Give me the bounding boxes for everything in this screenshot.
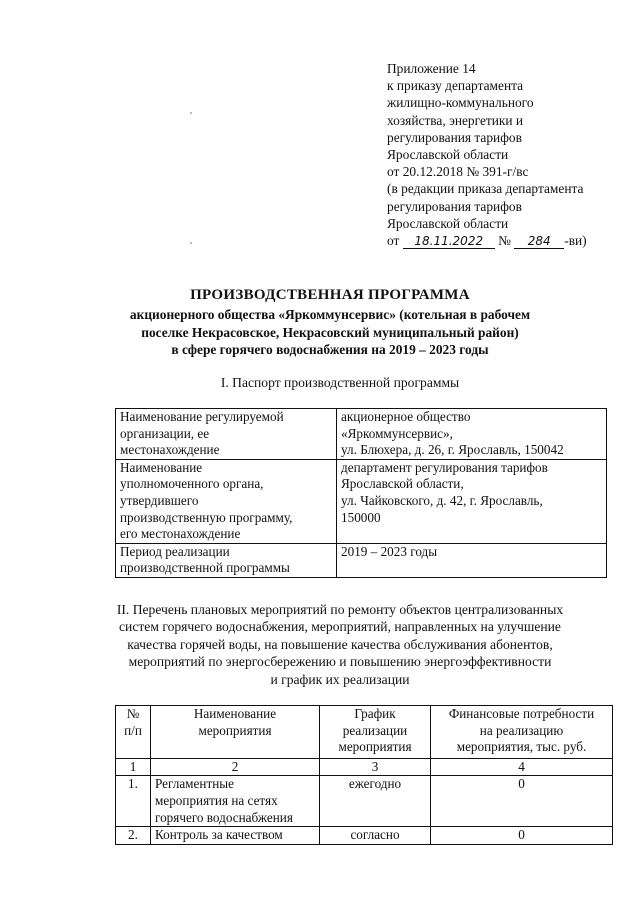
measures-table	[115, 705, 613, 845]
cell-line: Регламентные	[155, 776, 234, 792]
cell-line: График	[354, 706, 396, 721]
appendix-line: (в редакции приказа департамента	[387, 181, 584, 197]
cell-line: ул. Блюхера, д. 26, г. Ярославль, 150042	[341, 442, 564, 458]
cell-line: Финансовые потребности	[448, 706, 595, 721]
subtitle-line: в сфере горячего водоснабжения на 2019 – 2023 годы	[171, 342, 489, 358]
header-cell-cost	[431, 706, 613, 759]
subtitle-line: акционерного общества «Яркоммунсервис» (котельная в рабочем	[129, 307, 531, 322]
cell-line: №	[126, 706, 140, 721]
cell-line: мероприятия	[338, 739, 412, 755]
table-row	[116, 827, 613, 845]
column-number-cell: 4	[431, 758, 613, 776]
document-subtitle	[80, 306, 580, 359]
table-row	[116, 409, 607, 460]
subtitle-line: поселке Некрасовское, Некрасовский муниципальный район)	[141, 324, 519, 340]
heading-line: и график их реализации	[270, 671, 410, 687]
cell-line: ул. Чайковского, д. 42, г. Ярославль,	[341, 492, 543, 508]
heading-line: качества горячей воды, на повышение качества обслуживания абонентов,	[127, 636, 553, 652]
passport-label-cell	[116, 543, 337, 577]
handwritten-date: 18.11.2022	[403, 234, 495, 249]
cell-line: «Яркоммунсервис»,	[341, 425, 453, 441]
cell-line: Период реализации	[120, 543, 230, 559]
cell-line: департамент регулирования тарифов	[341, 459, 548, 475]
cell-line: п/п	[124, 722, 142, 738]
passport-value-cell	[337, 543, 607, 577]
table-row	[116, 459, 607, 543]
column-number-cell: 3	[320, 758, 431, 776]
table-row	[116, 543, 607, 577]
appendix-line: хозяйства, энергетики и	[387, 112, 524, 128]
cell-line: Наименование	[120, 459, 203, 475]
header-cell-number	[116, 706, 151, 759]
passport-value-cell	[337, 409, 607, 460]
table-header-row	[116, 706, 613, 759]
cell-line: утвердившего	[120, 492, 199, 508]
ot-label: от	[387, 233, 400, 249]
cell-line: реализации	[342, 722, 408, 738]
column-number-row	[116, 758, 613, 776]
row-cost-cell: 0	[431, 827, 613, 845]
cell-line: 2019 – 2023 годы	[341, 543, 438, 559]
cell-line: производственную программу,	[120, 509, 293, 525]
appendix-line: Приложение 14	[387, 61, 476, 76]
cell-line: мероприятия	[198, 722, 272, 738]
row-schedule-cell: ежегодно	[320, 776, 431, 827]
appendix-line: регулирования тарифов	[387, 129, 522, 145]
row-name-cell	[151, 827, 320, 845]
appendix-line: регулирования тарифов	[387, 198, 522, 214]
header-cell-name	[151, 706, 320, 759]
number-label: №	[498, 233, 511, 249]
column-number-cell: 1	[116, 758, 151, 776]
handwritten-number: 284	[514, 234, 564, 249]
cell-line: акционерное общество	[341, 409, 471, 424]
cell-line: Наименование регулируемой	[120, 409, 284, 424]
cell-line: мероприятия на сетях	[155, 792, 278, 808]
document-title: ПРОИЗВОДСТВЕННАЯ ПРОГРАММА	[190, 287, 470, 303]
passport-table	[115, 408, 607, 578]
table-row	[116, 776, 613, 827]
appendix-line: Ярославской области	[387, 215, 509, 231]
appendix-line: от 20.12.2018 № 391-г/вс	[387, 164, 529, 180]
cell-line: горячего водоснабжения	[155, 809, 293, 825]
cell-line: производственной программы	[120, 560, 290, 576]
appendix-line: Ярославской области	[387, 147, 509, 163]
scan-speck	[190, 242, 192, 244]
cell-line: Ярославской области,	[341, 476, 464, 492]
passport-label-cell	[116, 459, 337, 543]
section-1-heading: I. Паспорт производственной программы	[220, 375, 460, 390]
section-2-heading	[60, 601, 620, 688]
cell-line: уполномоченного органа,	[120, 476, 264, 492]
cell-line: местонахождение	[120, 442, 220, 458]
passport-value-cell	[337, 459, 607, 543]
cell-line: на реализацию	[479, 722, 564, 738]
appendix-block	[387, 60, 587, 249]
row-schedule-cell: согласно	[320, 827, 431, 845]
amendment-date-line	[387, 232, 587, 249]
row-number-cell: 2.	[116, 827, 151, 845]
row-cost-cell: 0	[431, 776, 613, 827]
appendix-line: жилищно-коммунального	[387, 95, 534, 111]
appendix-line: к приказу департамента	[387, 78, 524, 94]
cell-line: Контроль за качеством	[155, 827, 283, 843]
scan-speck	[190, 112, 192, 114]
column-number-cell: 2	[151, 758, 320, 776]
cell-line: 150000	[341, 509, 381, 525]
cell-line: его местонахождение	[120, 526, 241, 542]
cell-line: мероприятия, тыс. руб.	[456, 739, 587, 755]
heading-line: II. Перечень плановых мероприятий по ремонту объектов централизованных	[116, 602, 564, 617]
row-number-cell: 1.	[116, 776, 151, 827]
number-suffix: -ви)	[564, 233, 587, 249]
passport-label-cell	[116, 409, 337, 460]
heading-line: мероприятий по энергосбережению и повышению энергоэффективности	[128, 654, 552, 670]
cell-line: Наименование	[193, 706, 277, 721]
cell-line: организации, ее	[120, 425, 210, 441]
header-cell-schedule	[320, 706, 431, 759]
row-name-cell	[151, 776, 320, 827]
heading-line: систем горячего водоснабжения, мероприятий, направленных на улучшение	[119, 619, 561, 635]
